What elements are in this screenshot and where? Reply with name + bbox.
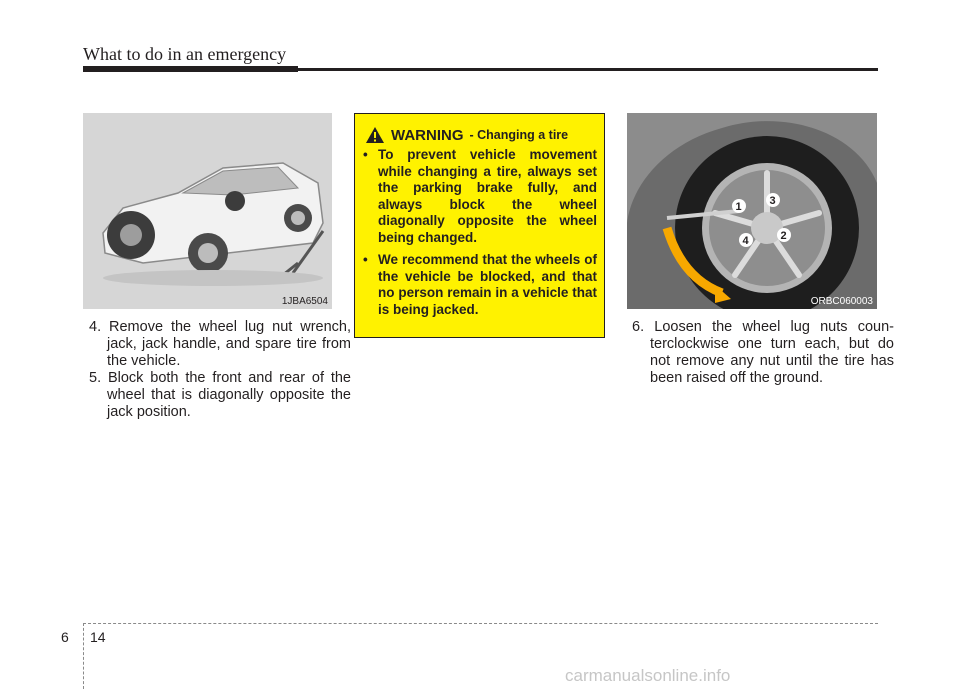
warning-title: WARNING xyxy=(391,126,464,144)
figure-code: 1JBA6504 xyxy=(281,296,328,307)
wheel-lug-nut-order-illustration xyxy=(627,113,877,309)
warning-list xyxy=(363,147,597,324)
watermark: carmanualsonline.info xyxy=(565,666,731,685)
footer-rule xyxy=(83,623,878,624)
header-rule xyxy=(83,68,878,71)
figure-code: ORBC060003 xyxy=(810,296,873,307)
wheel-figure xyxy=(627,113,877,309)
step-4-text: 4. Remove the wheel lug nut wrench, jack, jack handle, and spare tire from the vehicle. xyxy=(89,319,351,369)
step-6-text: 6. Loosen the wheel lug nuts coun-terclockwise one turn each, but do not remove any nut until the tire has been raised off the ground. xyxy=(632,319,894,386)
warning-item: • We recommend that the wheels of the vehicle be blocked, and that no person remain in a vehicle that is being jacked. xyxy=(363,252,597,318)
lug-number-3: 3 xyxy=(769,195,776,207)
step-5-text: 5. Block both the front and rear of the wheel that is diagonally opposite the jack position. xyxy=(89,370,351,420)
section-number: 6 xyxy=(61,629,69,645)
page-title: What to do in an emergency xyxy=(83,44,287,64)
page-number: 14 xyxy=(90,629,106,645)
warning-box xyxy=(354,113,605,338)
warning-header xyxy=(365,124,568,146)
warning-item: • To prevent vehicle movement while changing a tire, always set the parking brake fully, and always block the wheel diagonally opposite the wheel being changed. xyxy=(363,147,597,246)
warning-triangle-icon xyxy=(365,126,385,144)
car-jack-figure xyxy=(83,113,332,309)
car-with-jack-illustration xyxy=(83,113,332,309)
lug-number-4: 4 xyxy=(742,235,749,247)
footer-divider xyxy=(83,623,84,689)
warning-subtitle: - Changing a tire xyxy=(469,128,569,142)
lug-number-1: 1 xyxy=(735,201,742,213)
lug-number-2: 2 xyxy=(780,230,787,242)
